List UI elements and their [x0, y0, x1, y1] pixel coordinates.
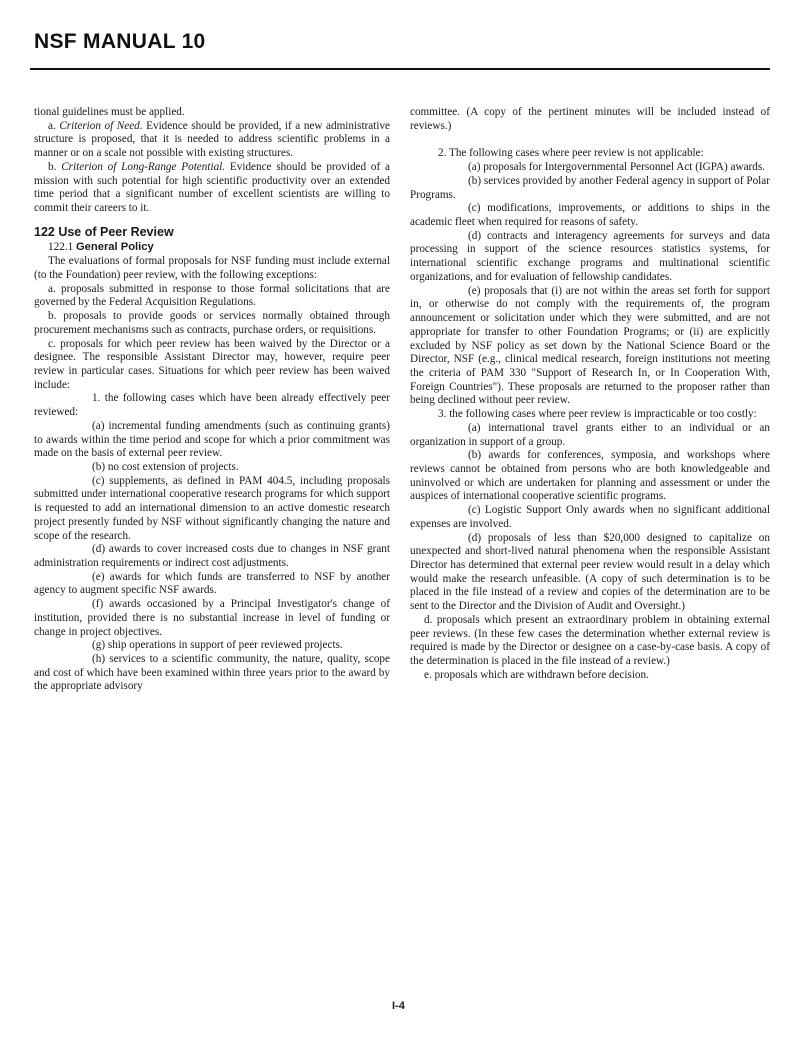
paragraph: d. proposals which present an extraordinary problem in obtaining external peer reviews. (In these few cases the determination whether external review is required is made by the Director or designee on a case-by-case basis. A copy of the determination is placed in the file instead of a review.) [410, 613, 770, 668]
criterion-potential-paragraph [34, 161, 390, 216]
paragraph: (c) modifications, improvements, or additions to ships in the academic fleet when required for reasons of safety. [410, 202, 770, 229]
subsection-heading [34, 241, 390, 255]
page-number: I-4 [392, 1000, 405, 1012]
criterion-text: Evidence should be provided of a mission with such potential for high scientific productivity over an extended time period that a significant number of excellent scientists are willing to commit their careers to it. [34, 160, 390, 215]
subsection-number: 122.1 [48, 241, 74, 254]
criterion-term: Criterion of Long-Range Potential. [61, 160, 226, 173]
paragraph: The evaluations of formal proposals for NSF funding must include external (to the Foundation) peer review, with the following exceptions: [34, 255, 390, 281]
paragraph: (c) Logistic Support Only awards when no significant additional expenses are involved. [410, 504, 770, 530]
paragraph: (b) awards for conferences, symposia, and workshops where reviews cannot be obtained from persons who are both knowledgeable and uninvolved or which are undertaken for planning and assessment or under the auspices of international cooperative scientific programs. [410, 449, 770, 503]
paragraph: (a) international travel grants either to an individual or an organization in support of a group. [410, 421, 770, 448]
paragraph: (d) contracts and interagency agreements for surveys and data processing in support of the science resources statistics systems, for international scientific exchange programs and multinational scientific organizations, and for evaluation of fellowship candidates. [410, 229, 770, 283]
paragraph: committee. (A copy of the pertinent minutes will be included instead of reviews.) [410, 106, 770, 132]
header-divider [30, 68, 770, 70]
paragraph: (d) awards to cover increased costs due to changes in NSF grant administration requirements or indirect cost adjustments. [34, 543, 390, 569]
paragraph: e. proposals which are withdrawn before decision. [424, 668, 649, 681]
paragraph: (d) proposals of less than $20,000 designed to capitalize on unexpected and short-lived natural phenomena when the responsible Assistant Director has determined that external peer review would result in a delay which would make the research unfeasible. (A copy of such determination is to be placed in the file instead of a review and copies of the determination are to be sent to the Director and the Division of Audit and Oversight.) [410, 531, 770, 613]
paragraph: tional guidelines must be applied. [34, 106, 185, 118]
paragraph: a. proposals submitted in response to those formal solicitations that are governed by the Federal Acquisition Regulations. [34, 282, 390, 309]
paragraph: (h) services to a scientific community, the nature, quality, scope and cost of which have been examined within three years prior to the award by the appropriate advisory [34, 653, 390, 693]
paragraph: (g) ship operations in support of peer reviewed projects. [92, 639, 343, 652]
subsection-title: General Policy [75, 241, 154, 254]
criterion-term: Criterion of Need. [59, 119, 143, 132]
manual-title: NSF MANUAL 10 [34, 30, 206, 53]
paragraph: (e) proposals that (i) are not within the areas set forth for support in, or otherwise do not comply with the requirements of, the program announcement or solicitation under which they were submitted, and are not appropriate for transfer to other Foundation Programs; or (ii) are explicitly excluded by NSF policy as set down by the National Science Board or the Director, NSF (e.g., clinical medical research, foreign institutions not meeting the criteria of PAM 330 "Support of Research In, or In Cooperation With, Foreign Countries"). These proposals are returned to the proposer rather than being declined without peer review. [410, 284, 770, 407]
criterion-need-paragraph [34, 120, 390, 161]
left-column [34, 106, 390, 694]
item-label: a. [48, 119, 56, 132]
paragraph: (e) awards for which funds are transferred to NSF by another agency to augment specific NSF awards. [34, 570, 390, 597]
paragraph: (a) proposals for Intergovernmental Personnel Act (IGPA) awards. [468, 161, 766, 174]
right-column [410, 106, 770, 682]
paragraph: (a) incremental funding amendments (such as continuing grants) to awards within the time period and scope for which a prior commitment was made on the basis of external peer review. [34, 419, 390, 460]
paragraph: b. proposals to provide goods or services normally obtained through procurement mechanisms such as contracts, purchase orders, or requisitions. [34, 310, 390, 336]
paragraph: (f) awards occasioned by a Principal Investigator's change of institution, provided there is no substantial increase in level of funding or change in project objectives. [34, 598, 390, 638]
criterion-text: Evidence should be provided, if a new administrative structure is proposed, that it is needed to address scientific problems in a manner or on a scale not possible with existing structures. [34, 119, 391, 160]
paragraph: c. proposals for which peer review has been waived by the Director or a designee. The responsible Assistant Director may, however, require peer review in particular cases. Situations for which peer review has been waived include: [34, 337, 390, 391]
paragraph: 1. the following cases which have been already effectively peer reviewed: [34, 392, 390, 419]
item-label: b. [48, 160, 57, 173]
paragraph: (c) supplements, as defined in PAM 404.5, including proposals submitted under international cooperative research programs for which support is requested to add an international dimension to an active domestic research project presently funded by NSF without significantly changing the nature and scope of the research. [34, 474, 390, 542]
paragraph: 3. the following cases where peer review is impracticable or too costly: [438, 408, 757, 421]
paragraph: 2. The following cases where peer review is not applicable: [438, 147, 704, 160]
paragraph: (b) services provided by another Federal agency in support of Polar Programs. [410, 174, 770, 201]
paragraph: (b) no cost extension of projects. [92, 460, 239, 473]
section-heading: 122 Use of Peer Review [34, 224, 174, 239]
